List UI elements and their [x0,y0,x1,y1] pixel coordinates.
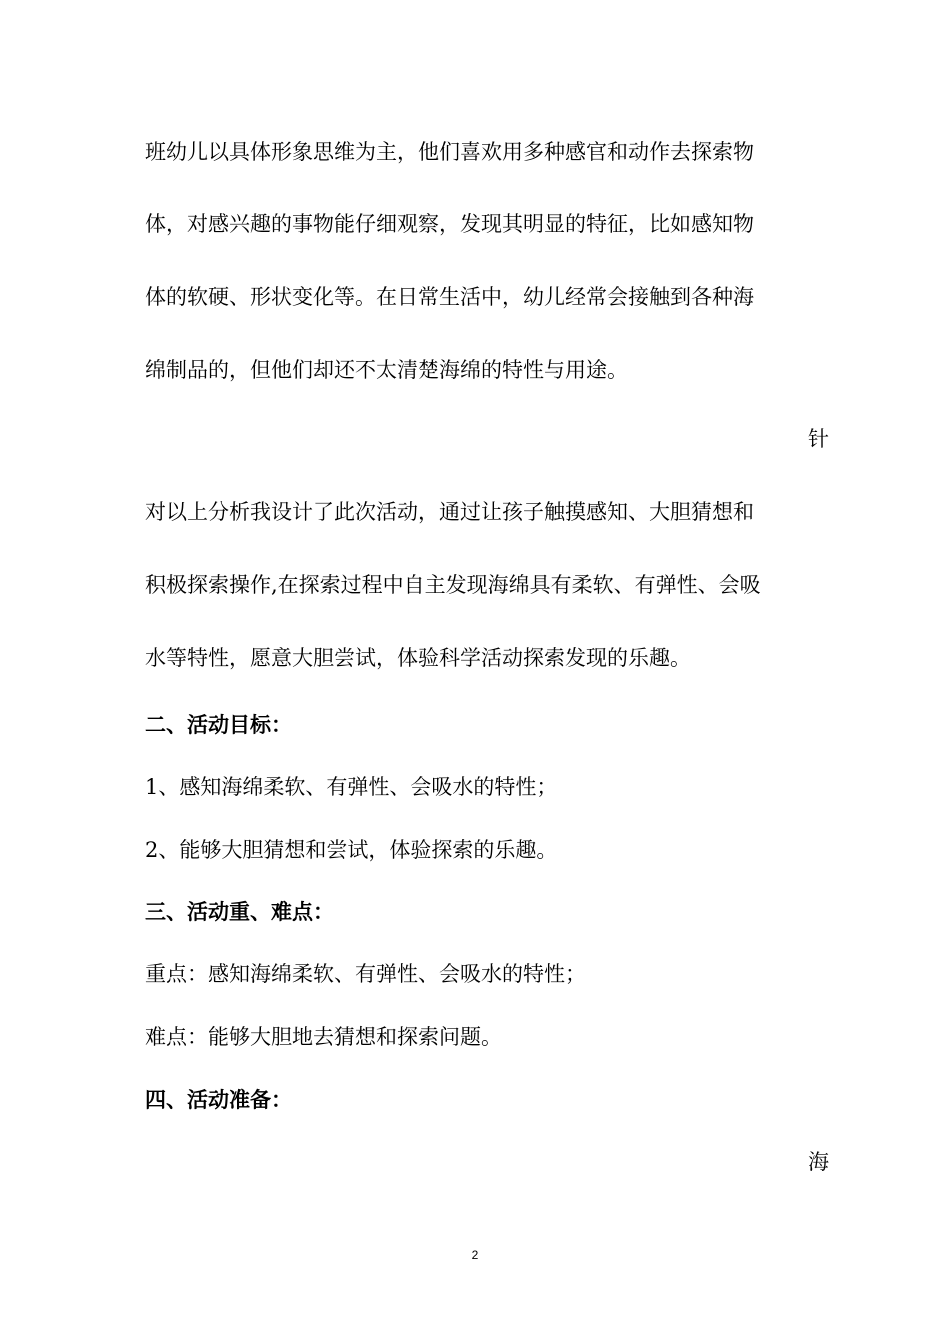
paragraph-1-line-2: 体，对感兴趣的事物能仔细观察，发现其明显的特征，比如感知物 [145,212,754,236]
goal-item-1: 1、感知海绵柔软、有弹性、会吸水的特性； [145,775,558,799]
orphan-character-hai: 海 [808,1150,829,1174]
section-key-points-heading: 三、活动重、难点： [145,899,334,924]
paragraph-2-line-3: 水等特性，愿意大胆尝试，体验科学活动探索发现的乐趣。 [145,646,691,670]
paragraph-2-line-2: 积极探索操作,在探索过程中自主发现海绵具有柔软、有弹性、会吸 [145,573,761,597]
paragraph-1-line-1: 班幼儿以具体形象思维为主，他们喜欢用多种感官和动作去探索物 [145,140,754,164]
paragraph-2-line-1: 对以上分析我设计了此次活动，通过让孩子触摸感知、大胆猜想和 [145,500,754,524]
orphan-character-zhen: 针 [808,427,829,451]
goal-item-2: 2、能够大胆猜想和尝试，体验探索的乐趣。 [145,838,558,862]
paragraph-1-line-3: 体的软硬、形状变化等。在日常生活中，幼儿经常会接触到各种海 [145,285,754,309]
section-preparation-heading: 四、活动准备： [145,1087,292,1112]
key-point-difficulty: 难点：能够大胆地去猜想和探索问题。 [145,1025,502,1049]
section-goals-heading: 二、活动目标： [145,712,292,737]
paragraph-1-line-4: 绵制品的，但他们却还不太清楚海绵的特性与用途。 [145,358,628,382]
page-number: 2 [471,1248,479,1262]
key-point-focus: 重点：感知海绵柔软、有弹性、会吸水的特性； [145,962,586,986]
